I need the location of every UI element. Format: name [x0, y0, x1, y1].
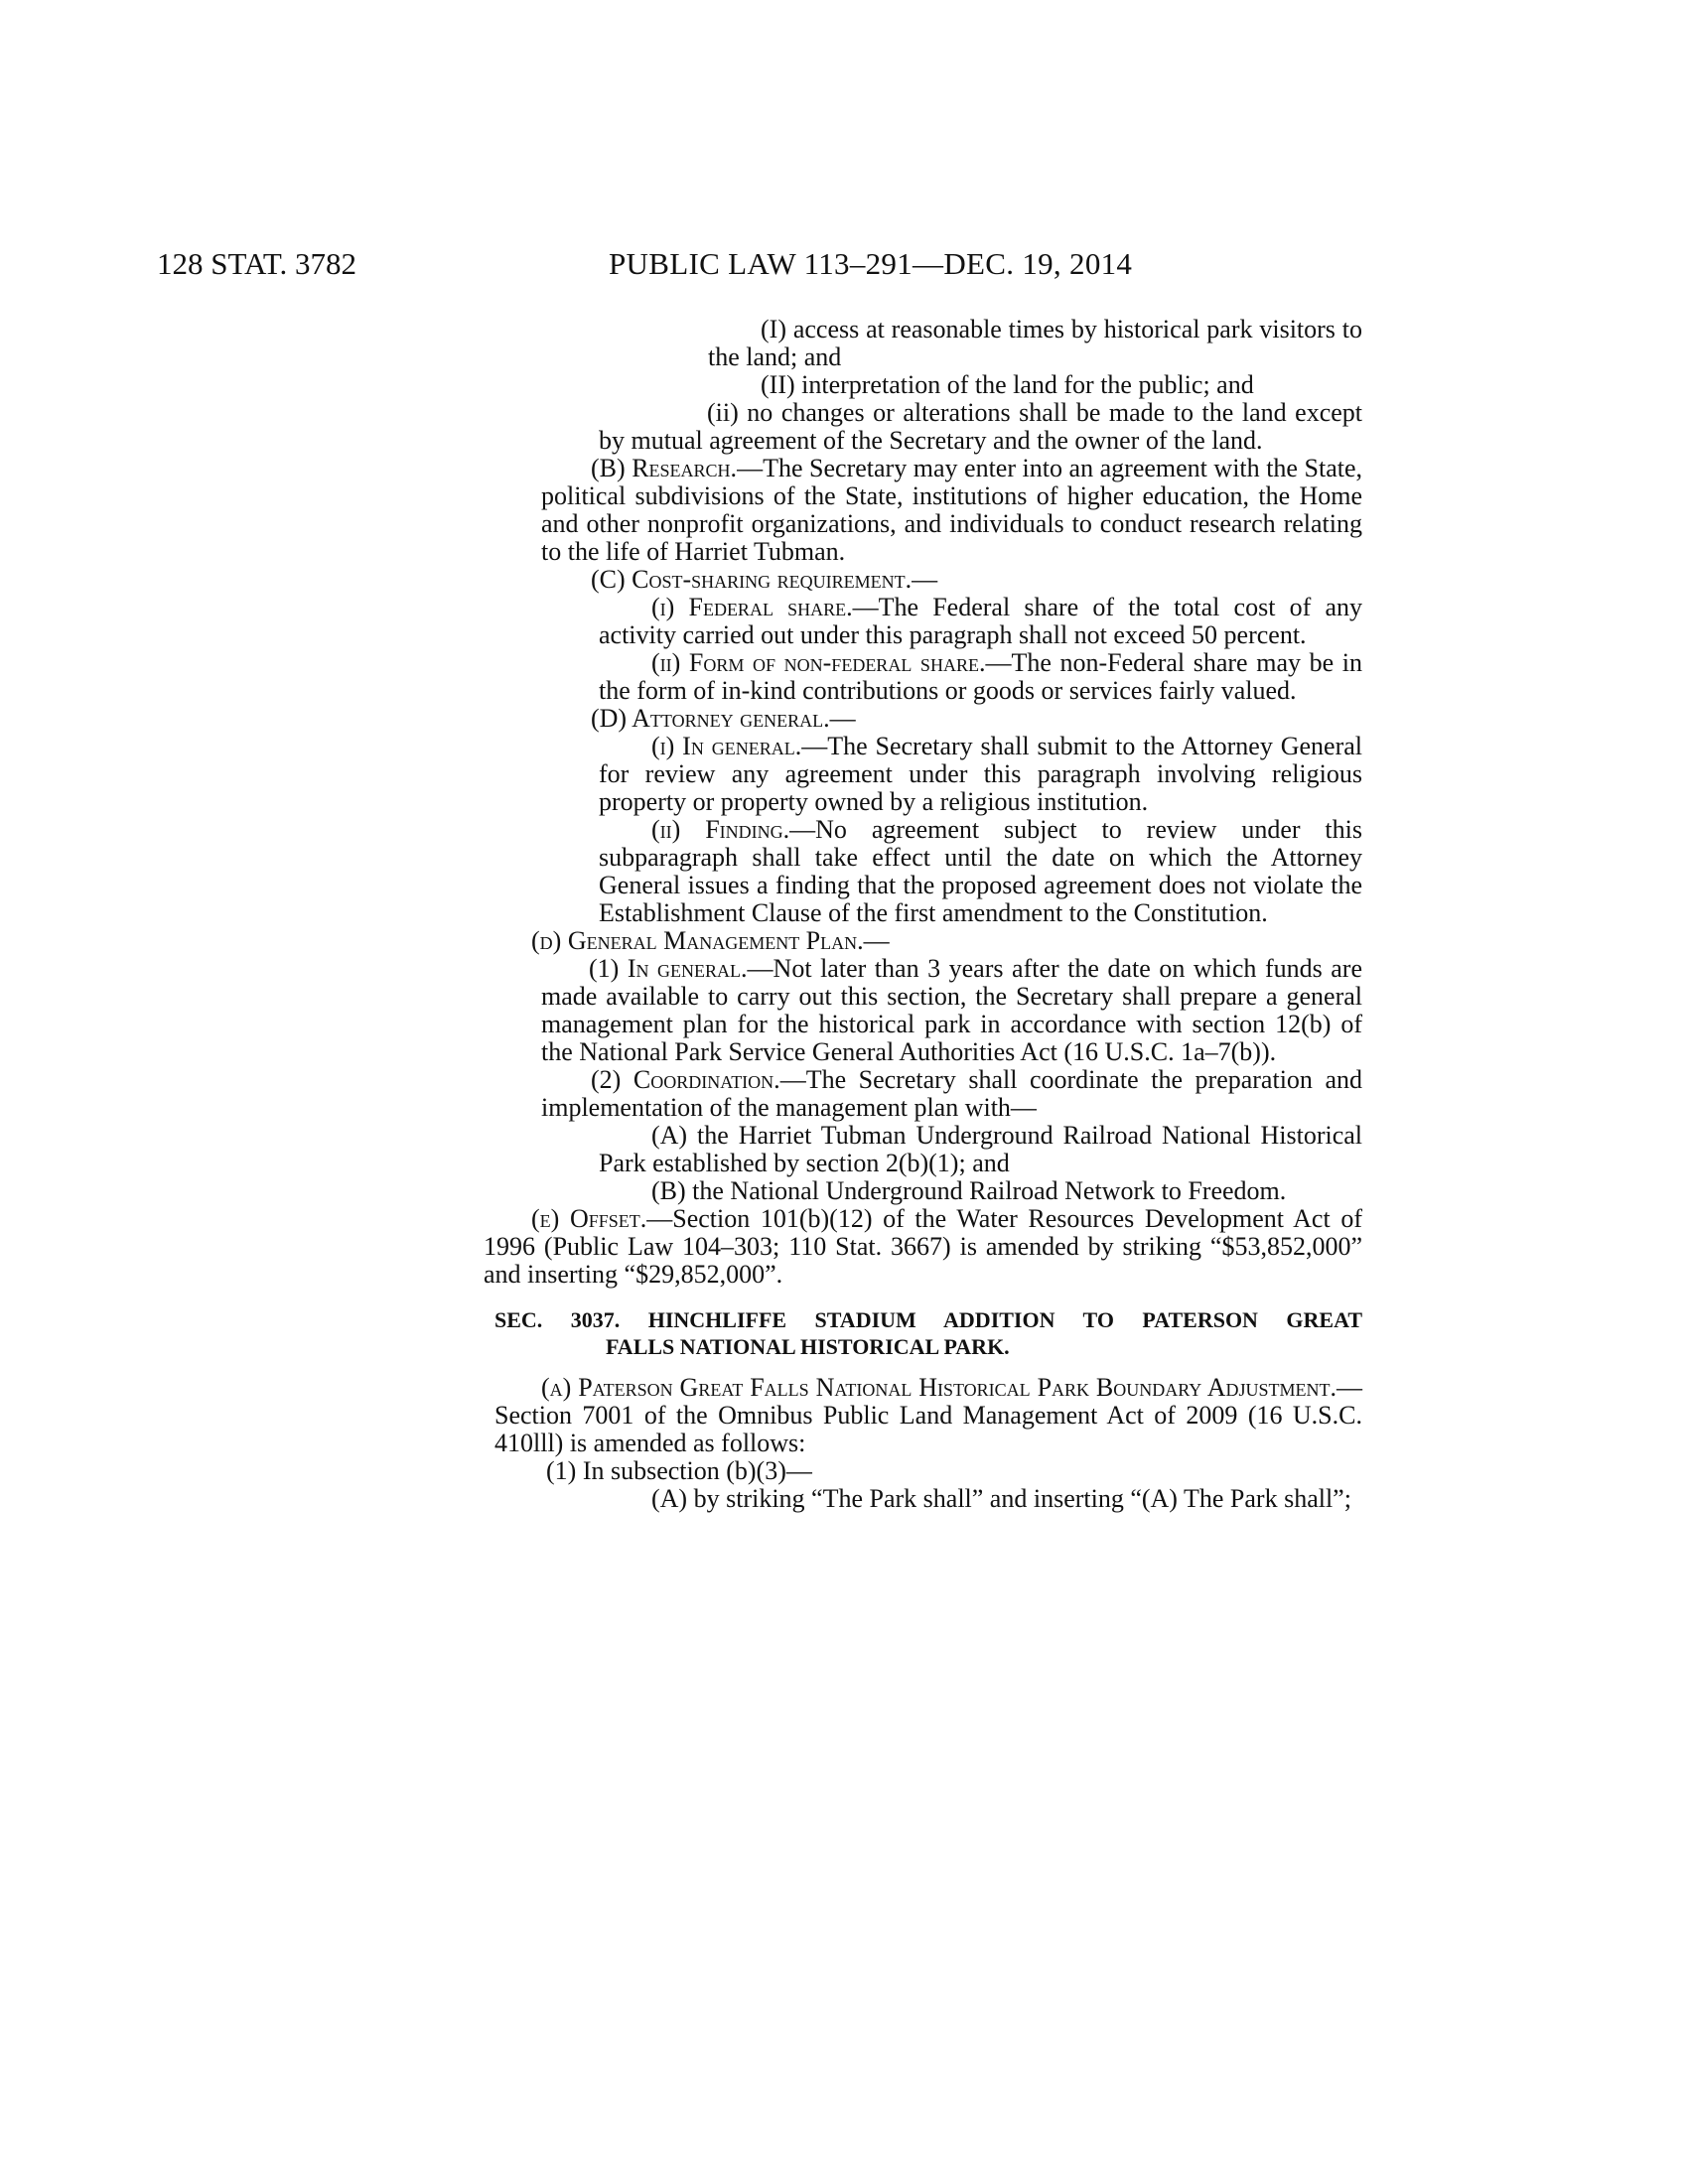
subparagraph-C-cost-sharing [541, 566, 1362, 594]
subparagraph-B-research [541, 455, 1362, 566]
clause-I-access: (I) access at reasonable times by historical park visitors to the land; and [708, 315, 1362, 371]
heading-finding: (ii) Finding. [651, 815, 790, 844]
section-heading-line-1: SEC. 3037. HINCHLIFFE STADIUM ADDITION TO PATERSON GREAT [494, 1307, 1362, 1332]
heading-in-general: (i) In general. [651, 732, 802, 760]
clause-ii-finding [541, 816, 1362, 927]
text-research: —The Secretary may enter into an agreement with the State, political subdivisions of the State, institutions of higher education, the Home and other nonprofit organizations, and individuals to conduct research relating to the life of Harriet Tubman. [541, 454, 1362, 566]
subparagraph-B-network-to-freedom: (B) the National Underground Railroad Network to Freedom. [651, 1176, 1287, 1205]
subsection-d-general-management-plan [484, 927, 1362, 955]
subparagraph-D-attorney-general [541, 705, 1362, 733]
heading-coordination: (2) Coordination. [591, 1065, 780, 1094]
heading-non-federal-share: (ii) Form of non-federal share. [651, 648, 986, 677]
document-body [484, 315, 1362, 1513]
text-1-in-general: —Not later than 3 years after the date on which funds are made available to carry out this section, the Secretary shall prepare a general management plan for the historical park in accordance with section 12(b) of the National Park Service General Authorities Act (16 U.S.C. 1a–7(b)). [541, 954, 1362, 1066]
subsection-a-boundary-adjustment [494, 1374, 1362, 1457]
paragraph-1-subsection-b3: (1) In subsection (b)(3)— [546, 1456, 812, 1485]
text-federal-share: —The Federal share of the total cost of any activity carried out under this paragraph shall not exceed 50 percent. [599, 593, 1362, 649]
heading-boundary-adjustment: (a) Paterson Great Falls National Historical Park Boundary Adjustment. [541, 1373, 1336, 1402]
clause-i-in-general [541, 733, 1362, 816]
paragraph-2-coordination [541, 1066, 1362, 1122]
heading-federal-share: (i) Federal share. [651, 593, 853, 621]
clause-ii-form-non-federal-share [541, 649, 1362, 705]
heading-research: (B) Research. [591, 454, 738, 482]
public-law-title: PUBLIC LAW 113–291—DEC. 19, 2014 [609, 246, 1133, 281]
subsection-e-offset [484, 1205, 1362, 1289]
heading-1-in-general: (1) In general. [589, 954, 748, 983]
section-heading-line-2: FALLS NATIONAL HISTORICAL PARK. [606, 1334, 1010, 1359]
text-cost-sharing: — [912, 565, 938, 594]
page-header [0, 246, 1688, 286]
heading-cost-sharing: (C) Cost-sharing requirement. [591, 565, 913, 594]
text-coordination: —The Secretary shall coordinate the preparation and implementation of the management plan with— [541, 1065, 1362, 1122]
text-in-general: —The Secretary shall submit to the Attorney General for review any agreement under this paragraph involving religious property or property owned by a religious institution. [599, 732, 1362, 816]
subparagraph-A-harriet-tubman: (A) the Harriet Tubman Underground Railroad National Historical Park established by section 2(b)(1); and [599, 1121, 1362, 1177]
clause-i-federal-share [541, 594, 1362, 649]
subparagraph-A-striking: (A) by striking “The Park shall” and inserting “(A) The Park shall”; [651, 1484, 1351, 1513]
clause-II-interpretation: (II) interpretation of the land for the public; and [761, 370, 1254, 399]
heading-general-management-plan: (d) General Management Plan. [531, 926, 864, 955]
text-boundary-adjustment: —Section 7001 of the Omnibus Public Land Management Act of 2009 (16 U.S.C. 410lll) is amended as follows: [494, 1373, 1362, 1457]
text-finding: —No agreement subject to review under this subparagraph shall take effect until the date on which the Attorney General issues a finding that the proposed agreement does not violate the Establishment Clause of the first amendment to the Constitution. [599, 815, 1362, 927]
heading-offset: (e) Offset. [531, 1204, 647, 1233]
text-non-federal-share: —The non-Federal share may be in the form of in-kind contributions or goods or services fairly valued. [599, 648, 1362, 705]
section-3037-heading [494, 1306, 1362, 1360]
text-attorney-general: — [829, 704, 856, 733]
text-offset: —Section 101(b)(12) of the Water Resources Development Act of 1996 (Public Law 104–303; 110 Stat. 3667) is amended by striking “$53,852,000” and inserting “$29,852,000”. [484, 1204, 1362, 1289]
paragraph-1-in-general [484, 955, 1362, 1066]
statute-citation: 128 STAT. 3782 [157, 246, 357, 281]
heading-attorney-general: (D) Attorney general. [591, 704, 830, 733]
text-general-management-plan: — [863, 926, 890, 955]
clause-ii-no-changes: (ii) no changes or alterations shall be made to the land except by mutual agreement of the Secretary and the owner of the land. [599, 398, 1362, 455]
